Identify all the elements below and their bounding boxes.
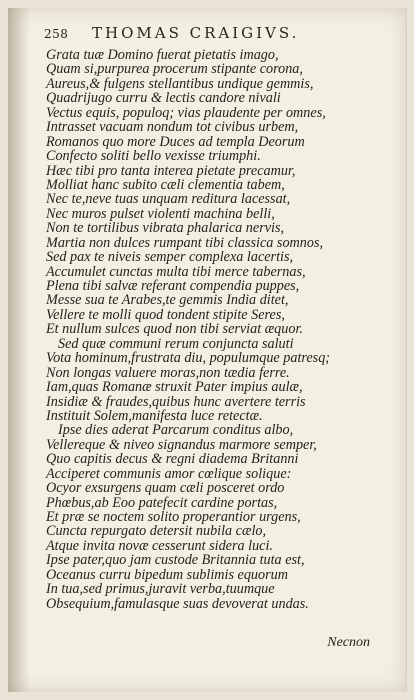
poem-line: Aureus,& fulgens stellantibus undique gemmis, — [46, 75, 314, 92]
page-header — [44, 24, 374, 46]
poem-line: Et præ se noctem solito properantior urgens, — [46, 509, 301, 525]
poem-line: Phœbus,ab Eoo patefecit cardine portas, — [46, 494, 278, 511]
poem-line: Vota hominum,frustrata diu, populumque patresq; — [46, 350, 331, 367]
poem-text-block — [46, 48, 388, 611]
book-page — [8, 8, 407, 692]
poem-line: Molliat hanc subito cæli clementia tabem, — [46, 176, 285, 193]
poem-line: Obsequium,famulasque suas devoverat undas. — [46, 595, 309, 612]
poem-line: Plena tibi salvæ referant compendia puppes, — [46, 278, 300, 294]
poem-line: Instituit Solem,manifesta luce retectæ. — [46, 407, 263, 424]
poem-line: Romanos quo more Duces ad templa Deorum — [46, 133, 305, 150]
poem-line: Atque invita novæ cesserunt sidera luci. — [46, 537, 273, 554]
poem-line: Messe sua te Arabes,te gemmis India ditet, — [46, 292, 289, 309]
poem-line: Non te tortilibus vibrata phalarica nervis, — [46, 220, 285, 237]
poem-line: Martia non dulces rumpant tibi classica somnos, — [46, 234, 324, 251]
poem-line: Accumulet cunctas multa tibi merce tabernas, — [46, 263, 306, 280]
poem-line: Vellere te molli quod tondent stipite Seres, — [46, 306, 285, 323]
poem-line: Nec te,neve tuas unquam reditura lacessat, — [46, 191, 291, 208]
poem-line: Ipse dies aderat Parcarum conditus albo, — [58, 422, 294, 439]
poem-line: Iam,quas Romanæ struxit Pater impius aulæ, — [46, 379, 303, 396]
binding-gutter-shadow — [8, 8, 30, 692]
poem-line: Acciperet communis amor cœlique solique: — [46, 465, 292, 482]
poem-line: Nec muros pulset violenti machina belli, — [46, 205, 275, 222]
poem-line: Quadrijugo curru & lectis candore nivali — [46, 90, 281, 107]
poem-line: Quam si,purpurea procerum stipante corona, — [46, 61, 303, 78]
poem-line: Non longas valuere moras,non tædia ferre. — [46, 364, 290, 381]
poem-line: Cuncta repurgato detersit nubila cælo, — [46, 523, 267, 540]
poem-line: Vectus equis, populoq; vias plaudente per omnes, — [46, 104, 326, 121]
poem-line: Hæc tibi pro tanta interea pietate precamur, — [46, 162, 296, 179]
poem-line: Grata tuæ Domino fuerat pietatis imago, — [46, 47, 279, 63]
poem-line: Oceanus curru bipedum sublimis equorum — [46, 566, 288, 583]
catchword: Necnon — [327, 635, 370, 650]
poem-line: Quo capitis decus & regni diadema Britanni — [46, 451, 299, 468]
poem-line: Sed pax te niveis semper complexa lacertis, — [46, 249, 294, 266]
poem-line: In tua,sed primus,juravit verba,tuumque — [46, 581, 275, 598]
poem-line: Vellereque & niveo signandus marmore semper, — [46, 436, 317, 453]
poem-line: Sed quæ communi rerum conjuncta saluti — [58, 335, 294, 352]
poem-line: Intrasset vacuam nondum tot civibus urbem, — [46, 119, 299, 136]
page-number: 258 — [44, 27, 69, 41]
poem-line: Insidiæ & fraudes,quibus hunc avertere terris — [46, 393, 306, 410]
poem-line: Ocyor exsurgens quam cæli posceret ordo — [46, 480, 285, 497]
poem-line: Ipse pater,quo jam custode Britannia tuta est, — [46, 552, 305, 569]
running-head: THOMAS CRAIGIVS. — [92, 24, 300, 42]
poem-line: Et nullum sulces quod non tibi serviat æquor. — [46, 321, 303, 338]
poem-line: Confecto soliti bello vexisse triumphi. — [46, 148, 261, 165]
